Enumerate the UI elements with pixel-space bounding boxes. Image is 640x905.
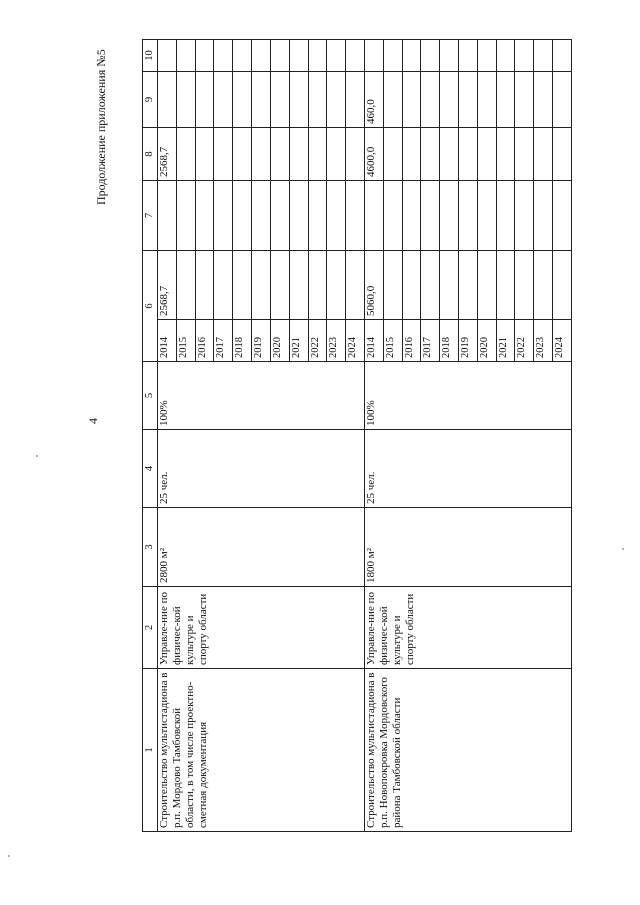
col6-cell [195, 251, 214, 320]
header-cell: 8 [143, 128, 158, 181]
col8-cell [346, 128, 365, 181]
col10-cell [233, 40, 252, 72]
col6-cell: 2568,7 [158, 251, 177, 320]
col10-cell [421, 40, 440, 72]
col9-cell [496, 72, 515, 128]
col6-cell [459, 251, 478, 320]
col7-cell [534, 181, 553, 251]
col9-cell [195, 72, 214, 128]
col10-cell [346, 40, 365, 72]
continuation-title: Продолжение приложения №5 [94, 49, 108, 205]
col8-cell [402, 128, 421, 181]
header-cell: 1 [143, 669, 158, 832]
col7-cell [214, 181, 233, 251]
col9-cell [421, 72, 440, 128]
col9-cell [440, 72, 459, 128]
year-cell: 2022 [308, 320, 327, 362]
year-cell: 2019 [459, 320, 478, 362]
col9-cell [158, 72, 177, 128]
col7-cell [440, 181, 459, 251]
year-cell: 2015 [383, 320, 402, 362]
col8-cell: 2568,7 [158, 128, 177, 181]
col9-cell [534, 72, 553, 128]
col10-cell [195, 40, 214, 72]
col6-cell [176, 251, 195, 320]
year-cell: 2016 [402, 320, 421, 362]
header-row [143, 40, 158, 832]
col7-cell [383, 181, 402, 251]
col10-cell [270, 40, 289, 72]
col7-cell [308, 181, 327, 251]
year-cell: 2022 [515, 320, 534, 362]
year-cell: 2016 [195, 320, 214, 362]
col6-cell [534, 251, 553, 320]
col8-cell [496, 128, 515, 181]
col6-cell [308, 251, 327, 320]
col8-cell [270, 128, 289, 181]
col10-cell [515, 40, 534, 72]
col7-cell [421, 181, 440, 251]
col9-cell [289, 72, 308, 128]
year-cell: 2021 [289, 320, 308, 362]
col10-cell [534, 40, 553, 72]
year-cell: 2014 [158, 320, 177, 362]
col9-cell: 460,0 [364, 72, 383, 128]
col8-cell [553, 128, 572, 181]
area-cell: 2800 м² [158, 508, 365, 587]
col7-cell [289, 181, 308, 251]
readiness-cell: 100% [364, 362, 571, 430]
year-cell: 2023 [327, 320, 346, 362]
col8-cell [233, 128, 252, 181]
col6-cell [477, 251, 496, 320]
col10-cell [440, 40, 459, 72]
header-cell: 4 [143, 430, 158, 508]
col8-cell [383, 128, 402, 181]
col7-cell [553, 181, 572, 251]
col6-cell [383, 251, 402, 320]
col6-cell [402, 251, 421, 320]
col6-cell [515, 251, 534, 320]
header-cell: 6 [143, 251, 158, 362]
col7-cell [176, 181, 195, 251]
col10-cell [158, 40, 177, 72]
col7-cell [477, 181, 496, 251]
header-cell: 2 [143, 587, 158, 669]
capacity-cell: 25 чел. [158, 430, 365, 508]
col10-cell [383, 40, 402, 72]
col6-cell [421, 251, 440, 320]
col10-cell [364, 40, 383, 72]
col9-cell [176, 72, 195, 128]
scan-speck [36, 455, 38, 457]
year-cell: 2023 [534, 320, 553, 362]
col7-cell [195, 181, 214, 251]
table-row [364, 40, 383, 832]
col6-cell [496, 251, 515, 320]
col7-cell [515, 181, 534, 251]
header-cell: 3 [143, 508, 158, 587]
year-cell: 2017 [421, 320, 440, 362]
col6-cell [553, 251, 572, 320]
col9-cell [459, 72, 478, 128]
col9-cell [383, 72, 402, 128]
col7-cell [496, 181, 515, 251]
col8-cell [515, 128, 534, 181]
col6-cell [270, 251, 289, 320]
year-cell: 2015 [176, 320, 195, 362]
col10-cell [252, 40, 271, 72]
capacity-cell: 25 чел. [364, 430, 571, 508]
project-name-cell: Строительство мультистадиона в р.п. Новопокровка Мордовского района Тамбовской области [364, 669, 571, 832]
col9-cell [346, 72, 365, 128]
year-cell: 2014 [364, 320, 383, 362]
col6-cell: 5060,0 [364, 251, 383, 320]
col8-cell [289, 128, 308, 181]
col8-cell [477, 128, 496, 181]
col8-cell [459, 128, 478, 181]
rotated-table-wrapper [142, 40, 572, 832]
col6-cell [214, 251, 233, 320]
area-cell: 1800 м² [364, 508, 571, 587]
col6-cell [233, 251, 252, 320]
header-cell: 9 [143, 72, 158, 128]
col8-cell [214, 128, 233, 181]
col10-cell [496, 40, 515, 72]
col8-cell [421, 128, 440, 181]
col10-cell [289, 40, 308, 72]
col9-cell [233, 72, 252, 128]
col10-cell [459, 40, 478, 72]
col10-cell [308, 40, 327, 72]
col8-cell [327, 128, 346, 181]
col8-cell [440, 128, 459, 181]
col9-cell [515, 72, 534, 128]
col10-cell [402, 40, 421, 72]
col7-cell [233, 181, 252, 251]
col7-cell [459, 181, 478, 251]
col6-cell [327, 251, 346, 320]
header-cell: 5 [143, 362, 158, 430]
col6-cell [252, 251, 271, 320]
appendix-table [142, 39, 572, 832]
header-cell: 7 [143, 181, 158, 251]
year-cell: 2017 [214, 320, 233, 362]
col9-cell [327, 72, 346, 128]
project-name-cell: Строительство мультистадиона в р.п. Мордово Тамбовской области, в том числе проектно-сметная документация [158, 669, 365, 832]
agency-cell: Управле-ние по физичес-кой культуре и спорту области [158, 587, 365, 669]
col8-cell [534, 128, 553, 181]
col9-cell [270, 72, 289, 128]
col6-cell [440, 251, 459, 320]
year-cell: 2020 [270, 320, 289, 362]
col9-cell [308, 72, 327, 128]
col6-cell [346, 251, 365, 320]
readiness-cell: 100% [158, 362, 365, 430]
col6-cell [289, 251, 308, 320]
header-cell: 10 [143, 40, 158, 72]
year-cell: 2019 [252, 320, 271, 362]
year-cell: 2021 [496, 320, 515, 362]
col9-cell [477, 72, 496, 128]
scan-speck [622, 548, 624, 550]
col9-cell [252, 72, 271, 128]
col8-cell [308, 128, 327, 181]
col9-cell [402, 72, 421, 128]
col9-cell [553, 72, 572, 128]
col7-cell [346, 181, 365, 251]
year-cell: 2020 [477, 320, 496, 362]
col10-cell [553, 40, 572, 72]
col8-cell [195, 128, 214, 181]
col7-cell [364, 181, 383, 251]
scan-speck [8, 855, 10, 857]
col8-cell [176, 128, 195, 181]
col8-cell [252, 128, 271, 181]
year-cell: 2018 [233, 320, 252, 362]
col10-cell [214, 40, 233, 72]
col7-cell [327, 181, 346, 251]
col7-cell [270, 181, 289, 251]
col10-cell [327, 40, 346, 72]
year-cell: 2024 [553, 320, 572, 362]
col7-cell [252, 181, 271, 251]
year-cell: 2018 [440, 320, 459, 362]
col10-cell [176, 40, 195, 72]
col7-cell [402, 181, 421, 251]
year-cell: 2024 [346, 320, 365, 362]
table-row [158, 40, 177, 832]
col7-cell [158, 181, 177, 251]
col9-cell [214, 72, 233, 128]
col8-cell: 4600,0 [364, 128, 383, 181]
col10-cell [477, 40, 496, 72]
agency-cell: Управле-ние по физичес-кой культуре и спорту области [364, 587, 571, 669]
page-number: 4 [86, 418, 100, 424]
